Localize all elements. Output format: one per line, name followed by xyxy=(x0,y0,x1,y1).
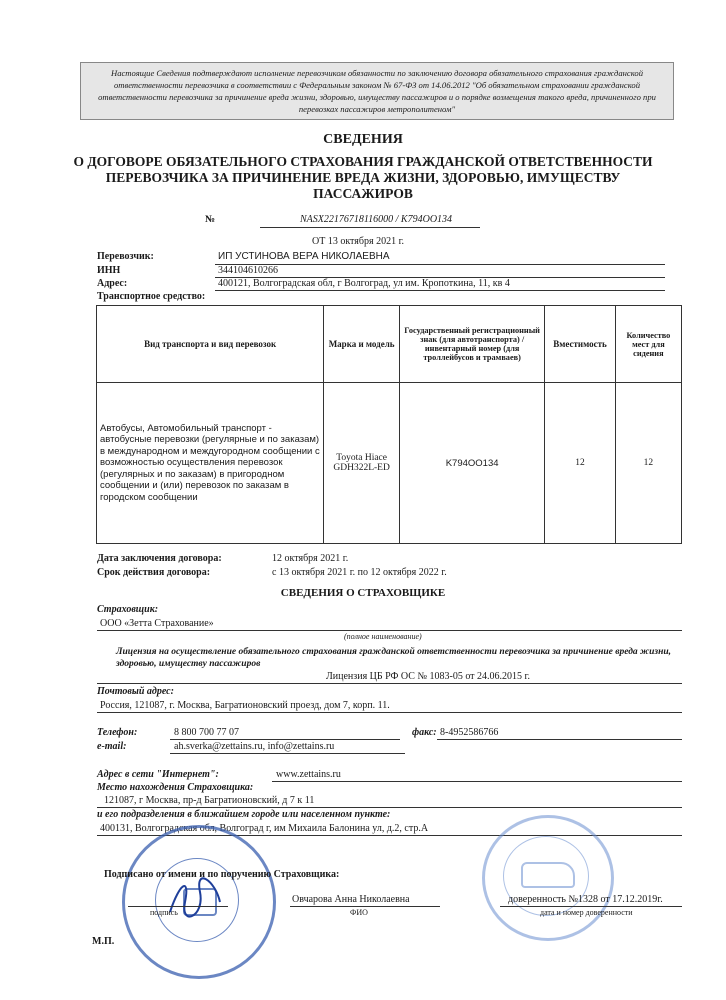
table-row xyxy=(97,383,682,544)
phone-underline xyxy=(170,739,400,740)
email-value: ah.sverka@zettains.ru, info@zettains.ru xyxy=(174,741,335,752)
insurer-label: Страховщик: xyxy=(97,604,159,615)
table-header: Количество мест для сидения xyxy=(615,306,681,383)
contract-date-label: Дата заключения договора: xyxy=(97,553,222,564)
validity-value: с 13 октября 2021 г. по 12 октября 2022 г. xyxy=(272,567,447,578)
mp-label: М.П. xyxy=(92,936,115,947)
license-value: Лицензия ЦБ РФ ОС № 1083-05 от 24.06.2015 г. xyxy=(326,671,531,682)
location-underline xyxy=(97,807,682,808)
table-header: Вид транспорта и вид перевозок xyxy=(97,306,324,383)
table-header: Государственный регистрационный знак (для автотранспорта) /инвентарный номер (для троллейбусов и трамваев) xyxy=(399,306,544,383)
address-label: Адрес: xyxy=(97,278,128,289)
location-label: Место нахождения Страховщика: xyxy=(97,782,254,793)
validity-label: Срок действия договора: xyxy=(97,567,211,578)
web-value: www.zettains.ru xyxy=(276,769,341,780)
transport-label: Транспортное средство: xyxy=(97,291,206,302)
page-title: СВЕДЕНИЯ xyxy=(323,132,403,147)
web-label: Адрес в сети "Интернет": xyxy=(97,769,219,780)
postal-value: Россия, 121087, г. Москва, Багратионовский проезд, дом 7, корп. 11. xyxy=(100,700,390,711)
number-sign: № xyxy=(205,214,216,225)
table-cell: 12 xyxy=(545,383,615,544)
table-cell: K794OO134 xyxy=(399,383,544,544)
full-name-hint: (полное наименование) xyxy=(344,632,422,641)
license-text: Лицензия на осуществление обязательного страхования гражданской ответственности перевозчика за причинение вреда жизни, здоровью, имуществу пассажиров xyxy=(116,647,672,669)
table-header: Вместимость xyxy=(545,306,615,383)
table-header-row xyxy=(97,306,682,383)
branch-value: 400131, Волгоградская обл, Волгоград г, им Михаила Балонина ул, д.2, стр.А xyxy=(100,823,429,834)
license-underline xyxy=(97,683,682,684)
bus-icon xyxy=(521,862,575,888)
notice-box xyxy=(80,62,674,120)
table-cell: Автобусы, Автомобильный транспорт - автобусные перевозки (регулярные и по заказам) в международном и междугородном сообщении с возможностью осуществления перевозок (регулярных и по заказам) в пригородном сообщении и (или) перевозок по заказам в городском сообщении xyxy=(97,383,324,544)
branch-label: и его подразделения в ближайшем городе или населенном пункте: xyxy=(97,809,391,820)
insurer-title: СВЕДЕНИЯ О СТРАХОВЩИКЕ xyxy=(280,587,446,599)
email-underline xyxy=(170,753,405,754)
transport-table xyxy=(96,305,682,544)
inn-label: ИНН xyxy=(97,265,121,276)
address-underline xyxy=(215,290,665,291)
signature-underline xyxy=(128,906,228,907)
insurer-underline xyxy=(97,630,682,631)
inn-value: 344104610266 xyxy=(218,265,278,276)
phone-label: Телефон: xyxy=(97,727,138,738)
page-subtitle: О ДОГОВОРЕ ОБЯЗАТЕЛЬНОГО СТРАХОВАНИЯ ГРАЖДАНСКОЙ ОТВЕТСТВЕННОСТИ ПЕРЕВОЗЧИКА ЗА ПРИЧИНЕНИЕ ВРЕДА ЖИЗНИ, ЗДОРОВЬЮ, ИМУЩЕСТВУ ПАССАЖИРОВ xyxy=(73,154,653,201)
table-cell: 12 xyxy=(615,383,681,544)
fax-underline xyxy=(437,739,682,740)
insurer-name: ООО «Зетта Страхование» xyxy=(100,618,214,629)
signed-label: Подписано от имени и по поручению Страховщика: xyxy=(104,869,340,880)
table-cell: Toyota Hiace GDH322L-ED xyxy=(324,383,400,544)
postal-underline xyxy=(97,712,682,713)
contract-date: 12 октября 2021 г. xyxy=(272,553,349,564)
number-underline xyxy=(260,227,480,228)
carrier-name: ИП УСТИНОВА ВЕРА НИКОЛАЕВНА xyxy=(218,251,390,262)
phone-value: 8 800 700 77 07 xyxy=(174,727,239,738)
web-underline xyxy=(272,781,682,782)
carrier-seal xyxy=(482,815,614,941)
location-value: 121087, г Москва, пр-д Багратионовский, д 7 к 11 xyxy=(104,795,315,806)
signature-hint: подпись xyxy=(150,908,178,917)
carrier-label: Перевозчик: xyxy=(97,251,154,262)
proxy-underline xyxy=(500,906,682,907)
signer-underline xyxy=(290,906,440,907)
carrier-underline xyxy=(215,264,665,265)
signer-name: Овчарова Анна Николаевна xyxy=(292,894,410,905)
proxy-hint: дата и номер доверенности xyxy=(540,908,633,917)
address-value: 400121, Волгоградская обл, г Волгоград, ул им. Кропоткина, 11, кв 4 xyxy=(218,278,510,289)
table-header: Марка и модель xyxy=(324,306,400,383)
date-line: ОТ 13 октября 2021 г. xyxy=(312,236,405,247)
notice-text: Настоящие Сведения подтверждают исполнение перевозчиком обязанности по заключению договора обязательного страхования гражданской ответственности перевозчика в соответствии с Федеральным законом № 67-ФЗ от 14.06.2012 "Об обязательном страховании гражданской ответственности перевозчика за причинение вреда жизни, здоровью, имуществу пассажиров и о порядке возмещения такого вреда, причиненного при перевозках пассажиров метрополитеном" xyxy=(98,68,656,114)
fio-hint: ФИО xyxy=(350,908,368,917)
postal-label: Почтовый адрес: xyxy=(97,686,174,697)
email-label: e-mail: xyxy=(97,741,127,752)
fax-value: 8-4952586766 xyxy=(440,727,499,738)
fax-label: факс: xyxy=(412,727,437,738)
policy-number: NASX22176718116000 / K794OO134 xyxy=(300,214,453,225)
proxy-value: доверенность №1328 от 17.12.2019г. xyxy=(508,894,663,905)
